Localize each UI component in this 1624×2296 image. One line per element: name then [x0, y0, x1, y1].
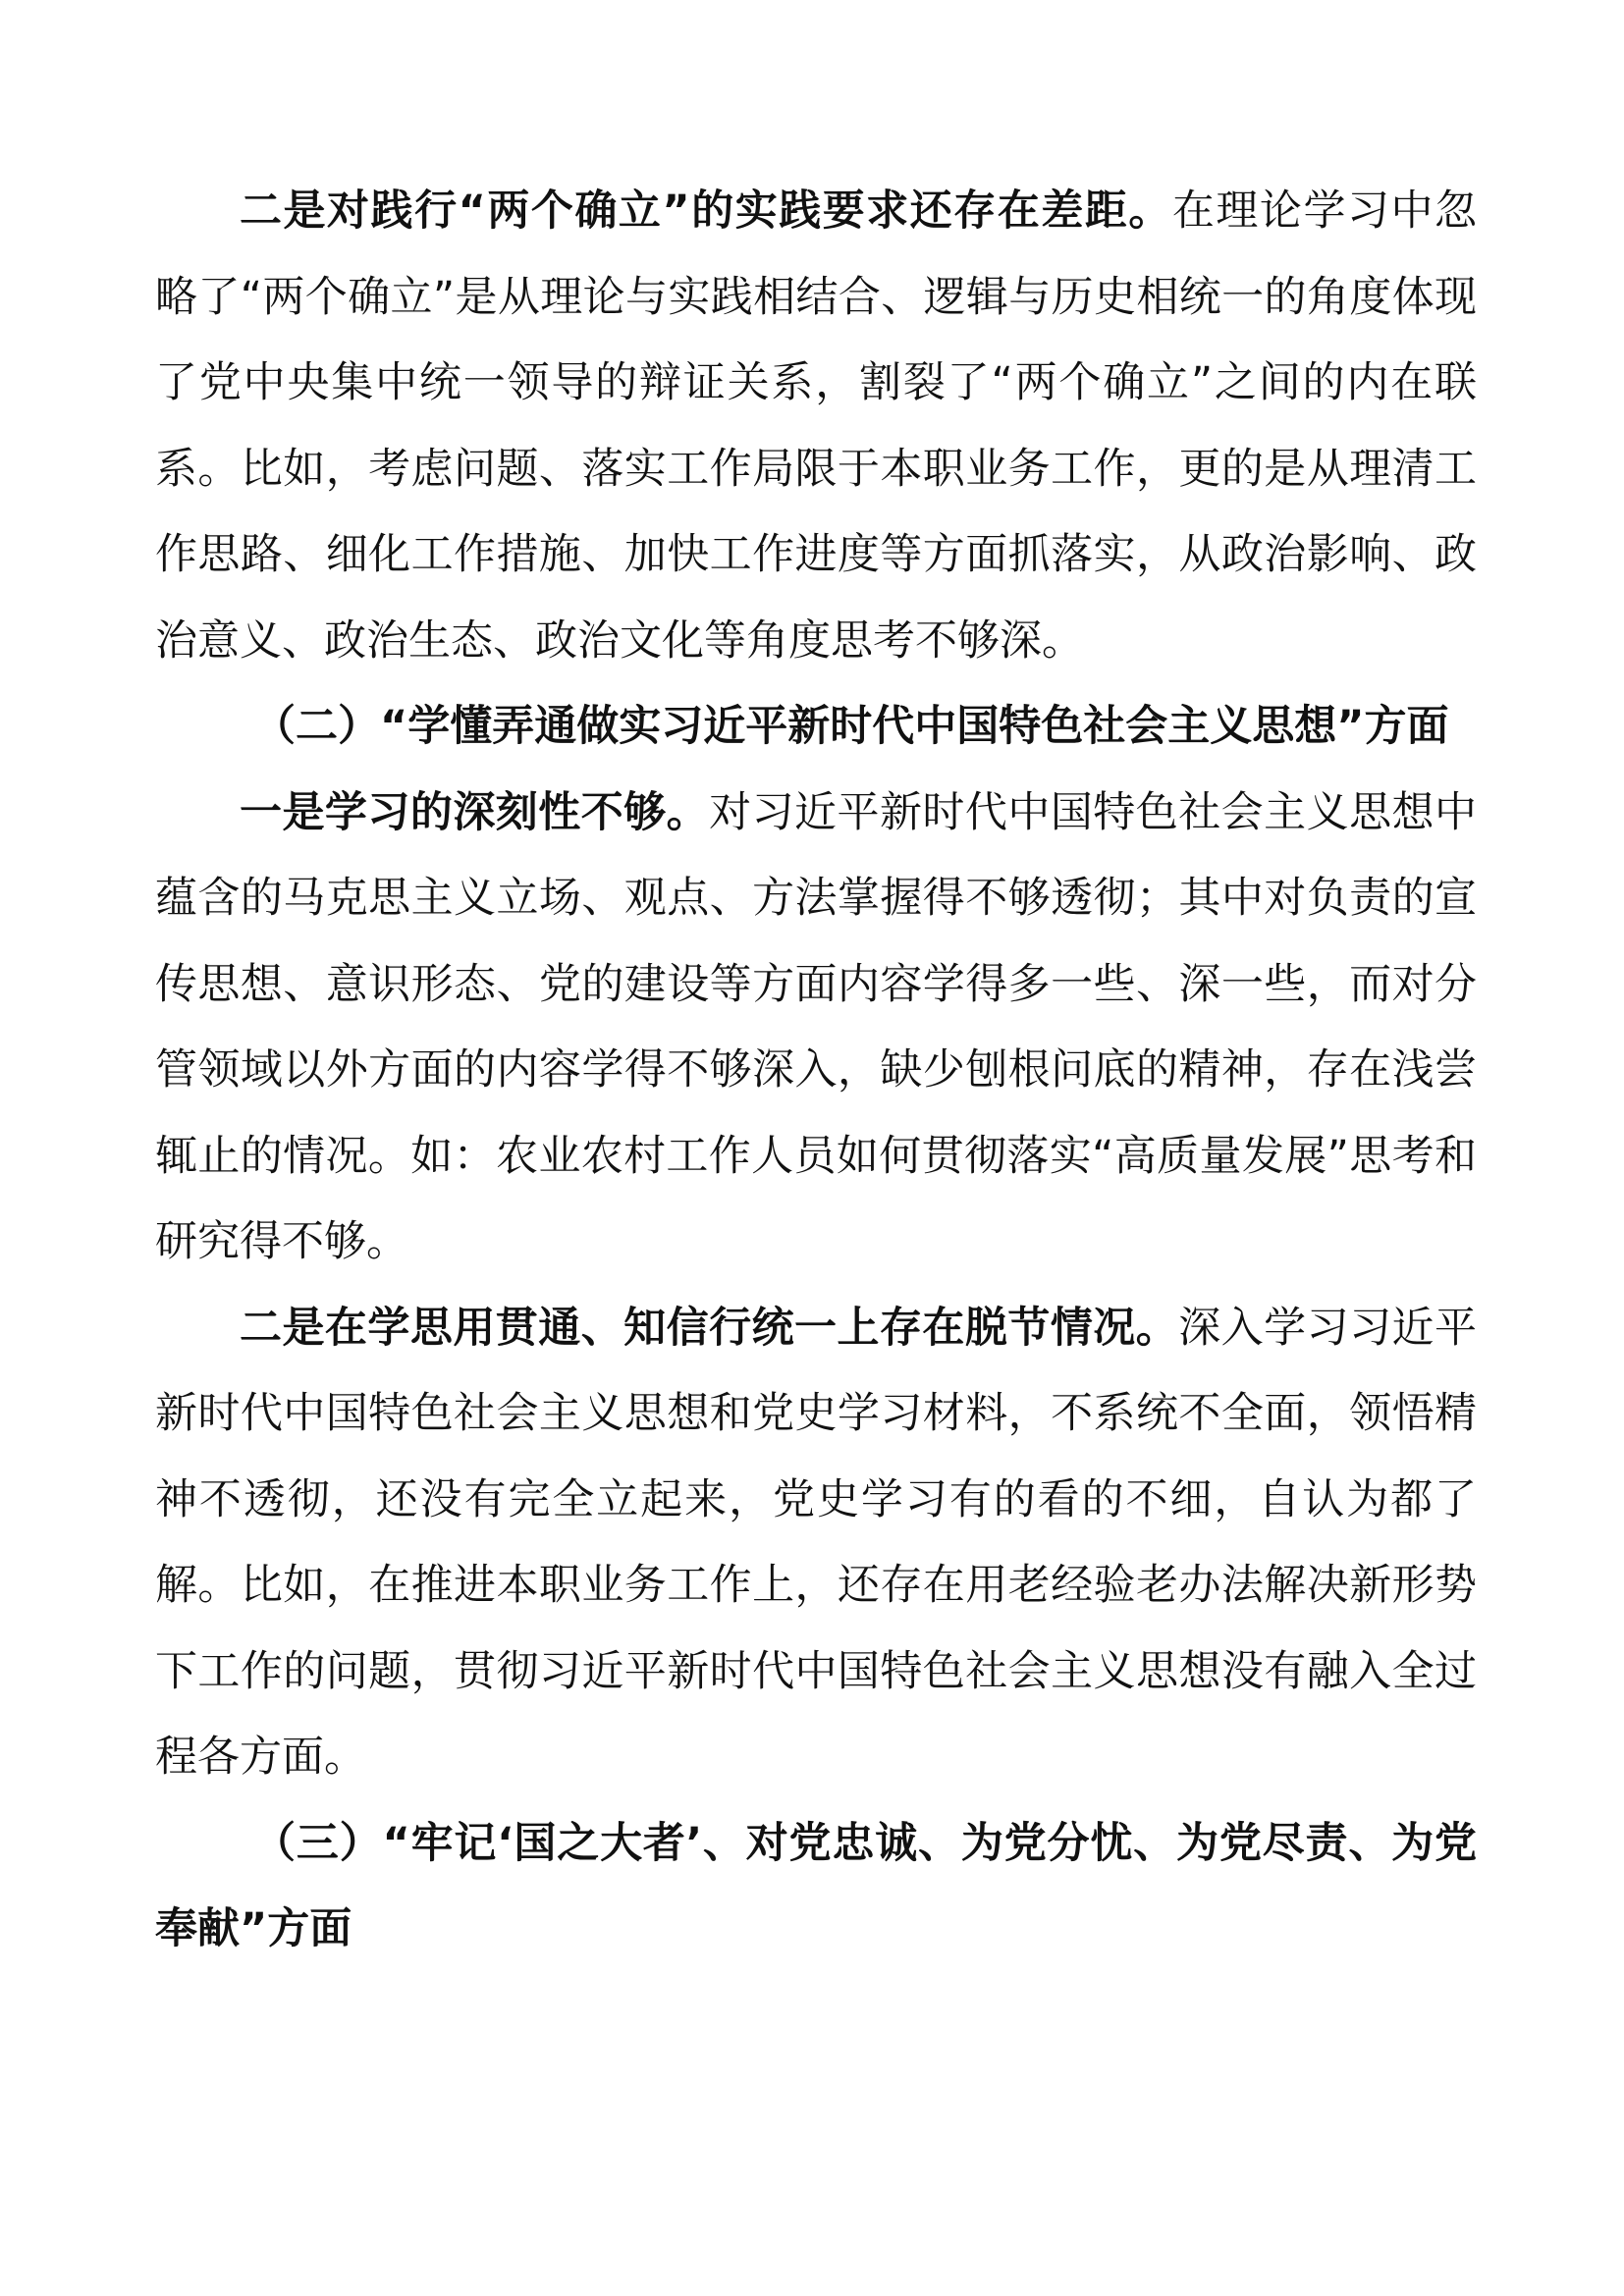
paragraph-study-practice	[155, 1286, 1477, 1801]
paragraph-lead: 二是在学思用贯通、知信行统一上存在脱节情况。	[240, 1303, 1179, 1353]
paragraph-body: 对习近平新时代中国特色社会主义思想中蕴含的马克思主义立场、观点、方法掌握得不够透彻；其中对负责的宣传思想、意识形态、党的建设等方面内容学得多一些、深一些，而对分管领域以外方面的内容学得不够深入，缺少刨根问底的精神，存在浅尝辄止的情况。如：农业农村工作人员如何贯彻落实“高质量发展”思考和研究得不够。	[155, 787, 1478, 1266]
section-heading-2: （二）“学懂弄通做实习近平新时代中国特色社会主义思想”方面	[253, 702, 1449, 751]
paragraph-body: 在理论学习中忽略了“两个确立”是从理论与实践相结合、逻辑与历史相统一的角度体现了党中央集中统一领导的辩证关系，割裂了“两个确立”之间的内在联系。比如，考虑问题、落实工作局限于本职业务工作，更的是从理清工作思路、细化工作措施、加快工作进度等方面抓落实，从政治影响、政治意义、政治生态、政治文化等角度思考不够深。	[155, 187, 1477, 666]
paragraph-two-establishments	[155, 169, 1477, 684]
section-heading-3: （三）“牢记‘国之大者’、对党忠诚、为党分忧、为党尽责、为党奉献”方面	[155, 1818, 1477, 1953]
paragraph-body: 深入学习习近平新时代中国特色社会主义思想和党史学习材料，不系统不全面，领悟精神不透彻，还没有完全立起来，党史学习有的看的不细，自认为都了解。比如，在推进本职业务工作上，还存在用老经验老办法解决新形势下工作的问题，贯彻习近平新时代中国特色社会主义思想没有融入全过程各方面。	[155, 1303, 1478, 1782]
paragraph-study-depth	[155, 771, 1477, 1286]
paragraph-lead: 二是对践行“两个确立”的实践要求还存在差距。	[240, 187, 1172, 236]
paragraph-lead: 一是学习的深刻性不够。	[240, 787, 710, 837]
document-page	[155, 169, 1477, 1973]
